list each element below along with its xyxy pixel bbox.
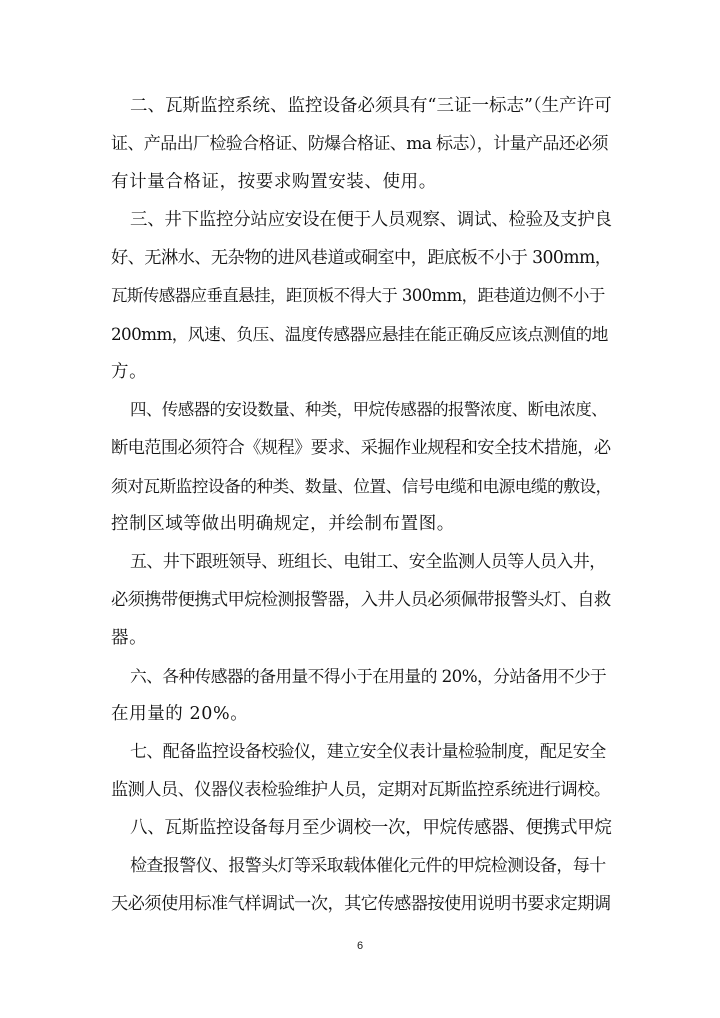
text-line: 在用量的 20%。 [111,704,249,724]
text-line: 七、配备监控设备校验仪，建立安全仪表计量检验制度，配足安全 [130,742,606,762]
text-line: 三、井下监控分站应安设在便于人员观察、调试、检验及支护良 [130,210,612,230]
text-line: 方。 [111,362,148,382]
text-line: 检查报警仪、报警头灯等采取载体催化元件的甲烷检测设备，每十 [130,856,606,876]
text-line: 控制区域等做出明确规定，并绘制布置图。 [111,514,455,534]
text-line: 必须携带便携式甲烷检测报警器，入井人员必须佩带报警头灯、自救 [111,590,611,610]
text-line: 瓦斯传感器应垂直悬挂，距顶板不得大于 300mm，距巷道边侧不小于 [111,286,605,305]
text-line: 断电范围必须符合《规程》要求、采掘作业规程和安全技术措施，必 [111,438,611,458]
text-line: 六、各种传感器的备用量不得小于在用量的 20%，分站备用不少于 [130,666,607,686]
text-line: 200mm，风速、负压、温度传感器应悬挂在能正确反应该点测值的地 [111,324,608,344]
text-line: 五、井下跟班领导、班组长、电钳工、安全监测人员等人员入井， [130,552,606,572]
text-line: 监测人员、仪器仪表检验维护人员，定期对瓦斯监控系统进行调校。 [111,780,611,800]
text-line: 器。 [111,628,148,648]
text-line: 八、瓦斯监控设备每月至少调校一次，甲烷传感器、便携式甲烷 [130,818,612,838]
text-line: 须对瓦斯监控设备的种类、数量、位置、信号电缆和电源电缆的敷设， [111,476,612,496]
text-line: 好、无淋水、无杂物的进风巷道或硐室中，距底板不小于 300mm， [111,248,612,268]
text-line: 证、产品出厂检验合格证、防爆合格证、ma 标志），计量产品还必须 [111,134,608,154]
text-line: 有计量合格证，按要求购置安装、使用。 [111,172,437,192]
text-line: 四、传感器的安设数量、种类，甲烷传感器的报警浓度、断电浓度、 [130,400,608,419]
page-number: 6 [356,940,364,952]
text-line: 二、瓦斯监控系统、监控设备必须具有“三证一标志”（生产许可 [130,96,612,116]
text-line: 天必须使用标准气样调试一次，其它传感器按使用说明书要求定期调 [111,894,611,914]
